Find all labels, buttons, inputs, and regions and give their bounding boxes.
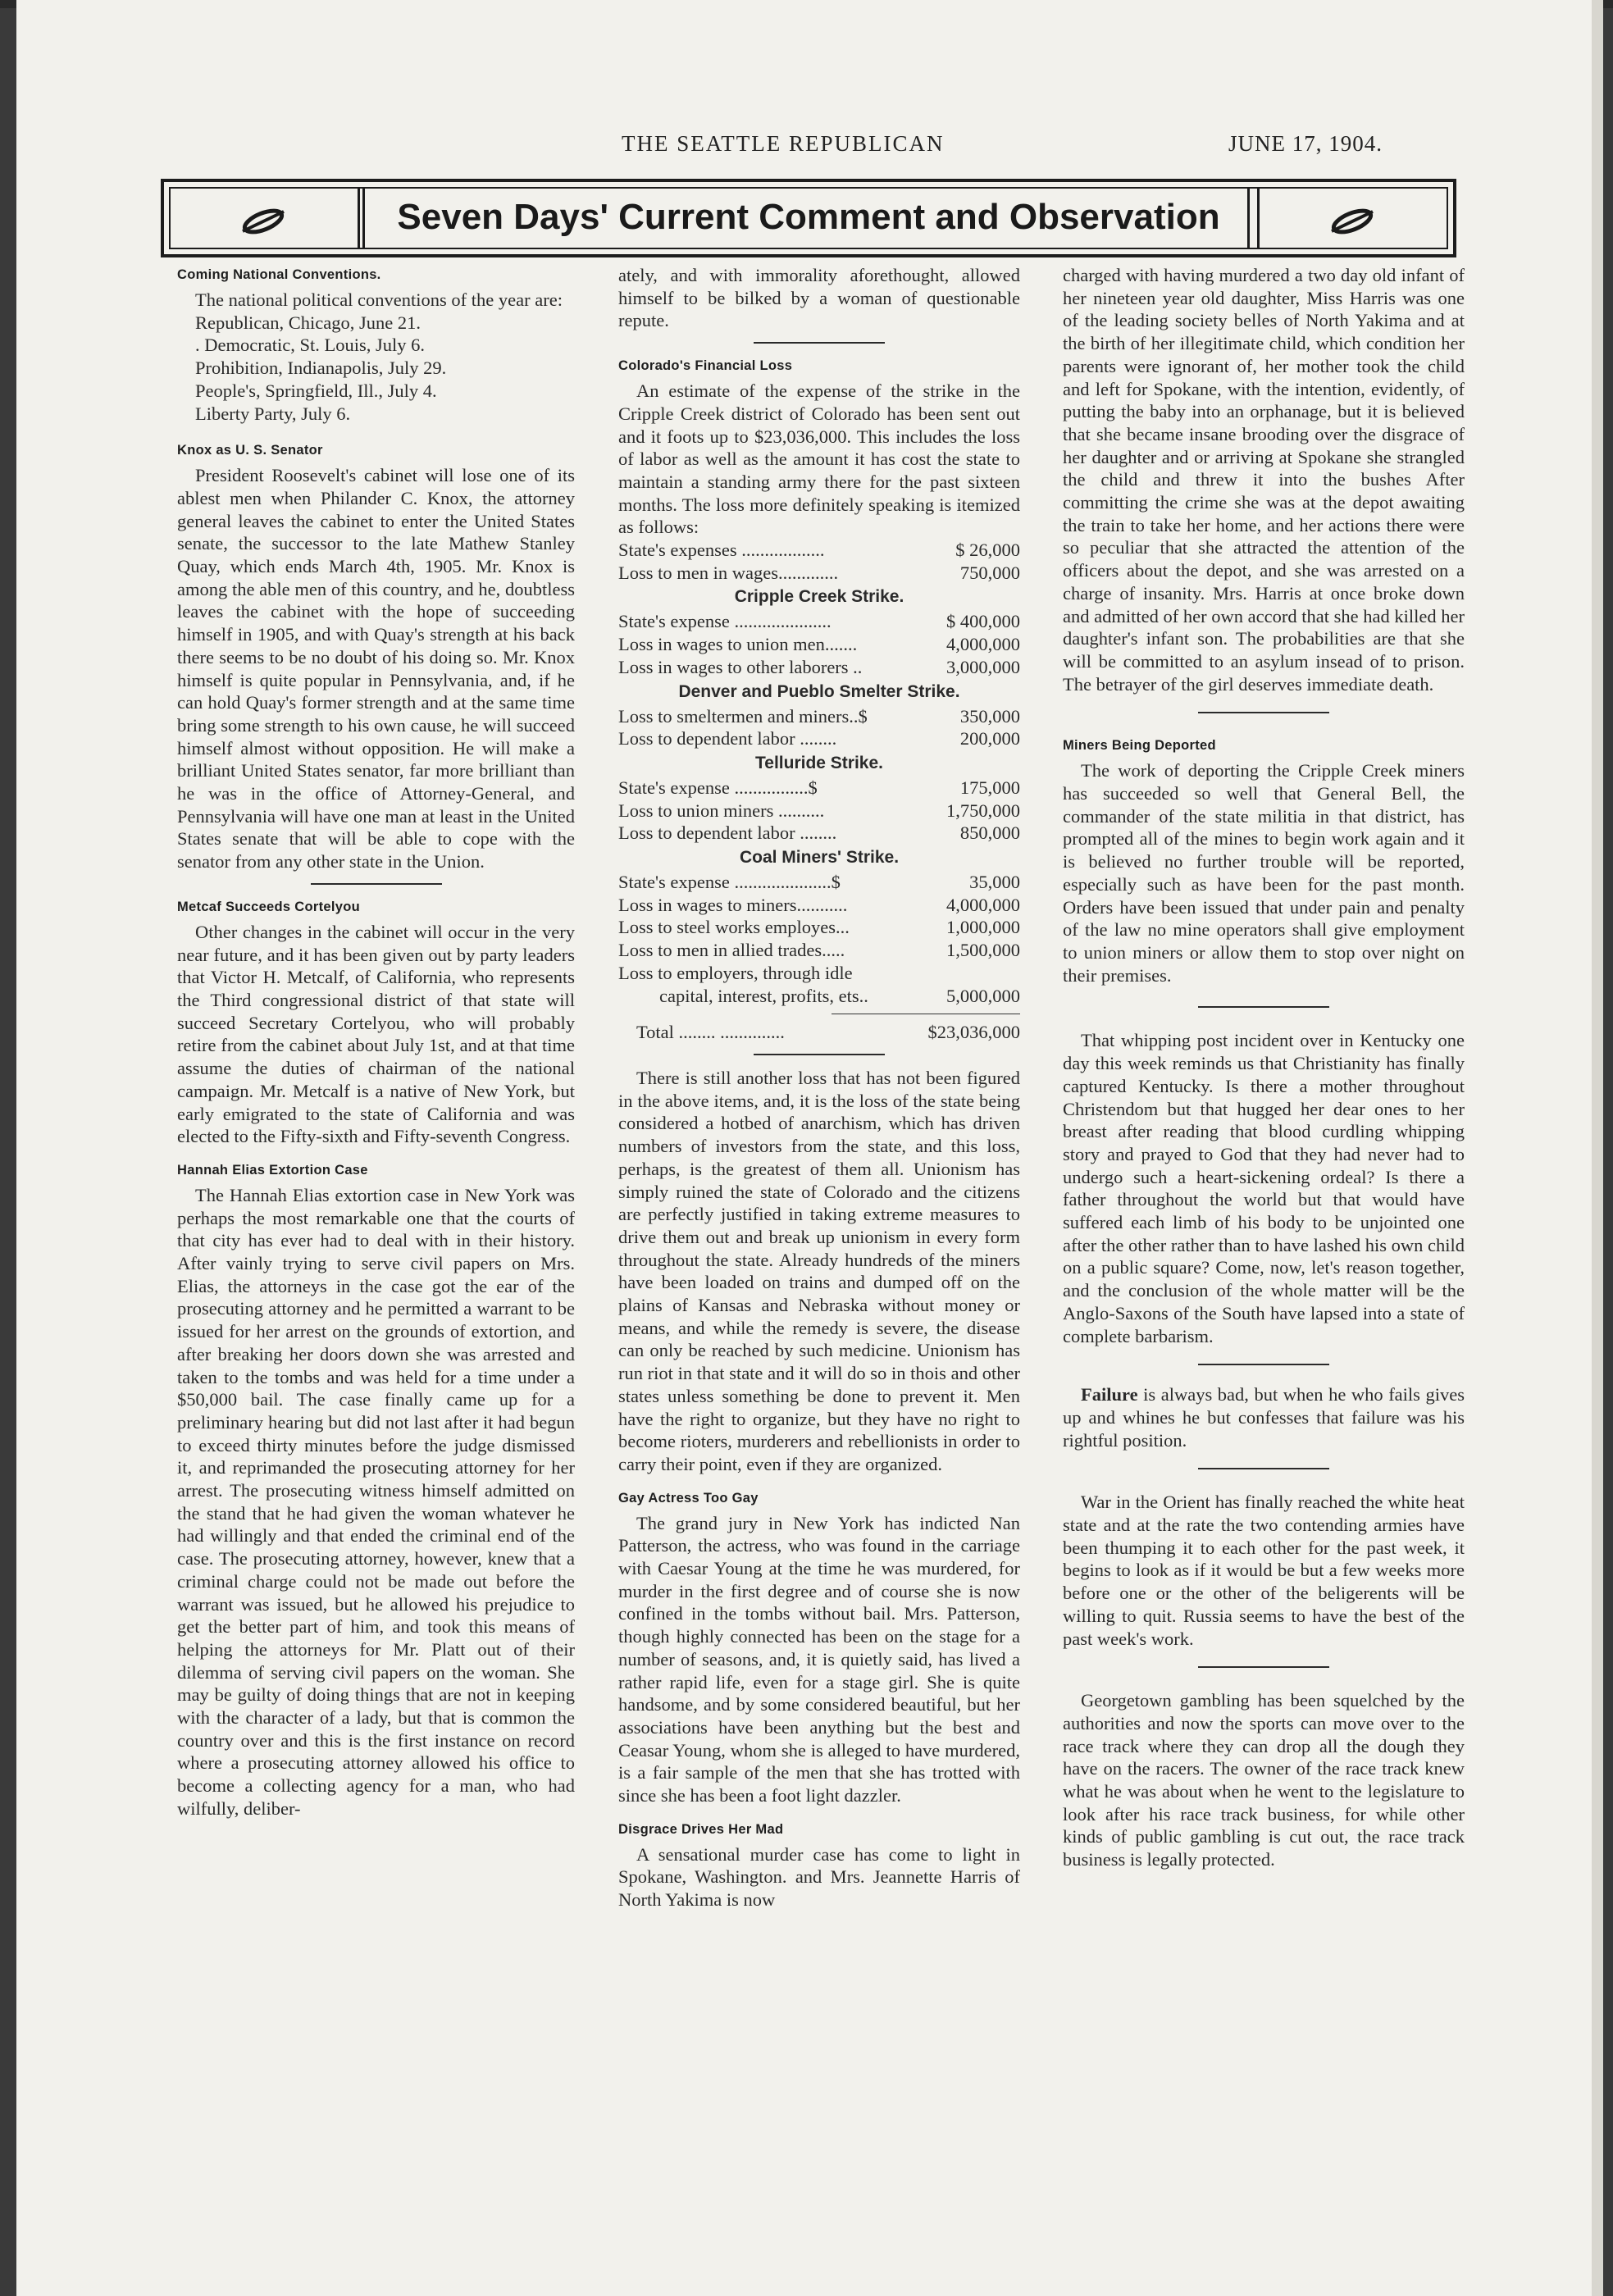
table-subheading: Cripple Creek Strike. (734, 587, 904, 607)
expense-row (618, 539, 1020, 562)
section-divider (754, 342, 885, 344)
column-3 (1063, 264, 1465, 1871)
expense-amount: 5,000,000 (946, 985, 1020, 1006)
article-paragraph: There is still another loss that has not been figured in the above items, and, it is the loss of the state being considered a hotbed of anarchism, which has driven numbers of investors from the state, and this loss, perhaps, is the greatest of them all. Unionism has simply ruined the state of Colorado and the citizens are perfectly justified in taking extreme measures to drive them out and break up unionism in every form throughout the state. Already hundreds of the miners have been loaded on trains and dumped off on the plains of Kansas and Nebraska without money or means, and while the remedy is severe, the disease can only be reached by such medicine. Unionism has run riot in that state and it will do so in thois and other states unless something be done to prevent it. Men have the right to organize, but they have no right to become rioters, murderers and rebellionists in order to carry their point, even if they are organized. (618, 1067, 1020, 1474)
list-item: . Democratic, St. Louis, July 6. (195, 335, 425, 356)
expense-row (618, 727, 1020, 750)
issue-date: JUNE 17, 1904. (1228, 131, 1383, 156)
banner-right-divider (1247, 189, 1255, 248)
expense-amount: 1,000,000 (946, 917, 1020, 938)
expense-amount: $ 26,000 (955, 540, 1020, 561)
expense-label: Loss in wages to other laborers .. (618, 656, 863, 677)
expense-amount: 4,000,000 (946, 634, 1020, 655)
expense-row (618, 610, 1020, 633)
conventions-list (177, 312, 575, 426)
expense-amount: 1,750,000 (946, 800, 1020, 821)
section-divider (1198, 1666, 1329, 1668)
expense-row (618, 916, 1020, 939)
section-divider (754, 1054, 885, 1055)
newspaper-page (16, 0, 1603, 2296)
article-paragraph: ately, and with immorality aforethought, allowed himself to be bilked by a woman of questionable repute. (618, 265, 1020, 331)
expense-amount: 35,000 (969, 872, 1020, 893)
expense-label: Loss to dependent labor ........ (618, 728, 837, 749)
article-paragraph: Other changes in the cabinet will occur in the very near future, and it has been given out by party leaders that Victor H. Metcalf, of California, who represents the Third congressional district of that state will succeed Secretary Cortelyou, who will probably retire from the cabinet about July 1st, and at that time assume the duties of chairman of the national campaign. Mr. Metcalf is a native of New York, but early emigrated to the state of California and was elected to the Fifty-sixth and Fifty-seventh Congress. (177, 921, 575, 1147)
expense-label: Loss to employers, through idle (618, 962, 853, 983)
expense-row (618, 985, 1020, 1008)
list-item: People's, Springfield, Ill., July 4. (195, 380, 437, 401)
expense-row (618, 871, 1020, 894)
article-paragraph: War in the Orient has finally reached the white heat state and at the rate the two contending armies have been thumping it to each other for the past week, it begins to look as if it would be but a few weeks more before one or the other of the beligerents will be willing to quit. Russia seems to have the best of the past week's work. (1063, 1492, 1465, 1649)
article-heading: Gay Actress Too Gay (618, 1490, 759, 1506)
section-divider (1198, 1006, 1329, 1008)
expense-amount: 850,000 (959, 822, 1020, 844)
table-subheading: Denver and Pueblo Smelter Strike. (678, 681, 960, 701)
article-paragraph: That whipping post incident over in Kentucky one day this week reminds us that Christianity has finally captured Kentucky. Is there a mother throughout Christendom but that hugged her dear ones to her breast after reading that blood curdling whipping story and prayed to God that they had never had to undergo such a heart-sickening ordeal? Is there a father throughout the world but that would have suffered each limb of his body to be unjointed one after the other rather than to have lashed his own child on a public square? Come, now, let's reason together, and the conclusion of the whole matter will be the Anglo-Saxons of the South have lapsed into a state of complete barbarism. (1063, 1030, 1465, 1346)
leaf-ornament-icon (235, 205, 292, 238)
expense-label: Loss to union miners .......... (618, 800, 825, 821)
expense-row (618, 800, 1020, 822)
column-2 (618, 264, 1020, 1911)
total-label: Total ........ .............. (636, 1022, 785, 1043)
banner-inner-frame (169, 187, 1448, 249)
leaf-ornament-icon (1324, 205, 1381, 238)
article-heading: Hannah Elias Extortion Case (177, 1162, 368, 1178)
article-paragraph: The grand jury in New York has indicted Nan Patterson, the actress, who was found in the carriage with Caesar Young at the time he was murdered, for murder in the first degree and of course she is now confined in the tombs without bail. Mrs. Patterson, though highly connected has been on the stage for a number of seasons, and, it is quietly said, has lived a rather rapid life, even for a stage girl. She is quite handsome, and by some considered beautiful, but her associations have been anything but the best and Ceasar Young, whom she is alleged to have murdered, is a fair sample of the men that she has trotted with since she has been a foot light dazzler. (618, 1512, 1020, 1806)
expense-label: State's expense ................$ (618, 777, 818, 798)
expense-label: Loss in wages to union men....... (618, 634, 858, 655)
expense-label: Loss to steel works employes... (618, 917, 850, 938)
article-heading: Knox as U. S. Senator (177, 443, 323, 458)
article-paragraph: An estimate of the expense of the strike in the Cripple Creek district of Colorado has been sent out and it foots up to $23,036,000. This includes the loss of labor as well as the amount it has cost the state to maintain a standing army there for the past sixteen months. The loss more definitely speaking is itemized as follows: (618, 380, 1020, 538)
section-title: Seven Days' Current Comment and Observation (397, 197, 1220, 237)
section-banner (161, 179, 1456, 257)
table-subheading: Telluride Strike. (755, 753, 883, 772)
banner-right-panel (1257, 189, 1447, 248)
article-heading: Colorado's Financial Loss (618, 358, 793, 374)
expense-amount: 750,000 (959, 562, 1020, 583)
banner-left-divider (362, 189, 370, 248)
masthead (16, 131, 1603, 164)
article-heading: Miners Being Deported (1063, 738, 1216, 754)
expense-label: Loss to men in allied trades..... (618, 940, 845, 961)
table-subheading: Coal Miners' Strike. (739, 848, 900, 868)
banner-left-panel (171, 189, 360, 248)
expense-row (618, 777, 1020, 800)
expense-label: capital, interest, profits, ets.. (659, 985, 868, 1006)
article-paragraph: The national political conventions of the year are: (195, 289, 563, 310)
article-paragraph: President Roosevelt's cabinet will lose one of its ablest men when Philander C. Knox, the attorney general leaves the cabinet to enter the United States senate, the successor to the late Mathew Stanley Quay, which ends March 4th, 1905. Mr. Knox is among the able men of this country, and he, doubtless leaves the cabinet with the hope of succeeding himself in 1905, and with Quay's strength at his back there seems to be no doubt of his doing so. Mr. Knox himself is quite popular in Pennsylvania, and, if he can hold Quay's former strength and at the same time bring some strength to his own cause, he will succeed himself almost without opposition. He will make a brilliant United States senator, far more brilliant than he was in the office of Attorney-General, and Pennsylvania will have one man at least in the United States senate that will be able to cope with the senator from any other state in the Union. (177, 465, 575, 872)
total-row (618, 1021, 1020, 1044)
section-divider (1198, 1468, 1329, 1469)
total-amount: $23,036,000 (927, 1022, 1020, 1043)
expense-amount: 350,000 (959, 705, 1020, 727)
expense-label: State's expense ..................... (618, 611, 832, 632)
list-item: Prohibition, Indianapolis, July 29. (195, 358, 447, 379)
expense-label: Loss to dependent labor ........ (618, 822, 837, 844)
expense-amount: 4,000,000 (946, 894, 1020, 915)
expense-amount: 200,000 (959, 728, 1020, 749)
expense-label: State's expenses .................. (618, 540, 825, 561)
expense-amount: 175,000 (959, 777, 1020, 798)
article-paragraph: The work of deporting the Cripple Creek miners has succeeded so well that General Bell, the commander of the state militia in that district, has prompted all of the mines to begin work again and it is believed no further trouble will be reported, especially such as have been for the past month. Orders have been issued that under pain and penalty of the law no mine operators shall give employment to union miners or allow them to stop over night on their premises. (1063, 760, 1465, 986)
newspaper-name: THE SEATTLE REPUBLICAN (622, 131, 945, 156)
expense-label: Loss to men in wages............. (618, 562, 839, 583)
article-paragraph: charged with having murdered a two day old infant of her nineteen year old daughter, Miss Harris was one of the leading society belles of North Yakima and at the birth of her illegitimate child, which condition her parents were ignorant of, her mother took the child and left for Spokane, with the intention, evidently, of putting the baby into an orphanage, but it is believed that she became insane brooding over the disgrace of her daughter and or arriving at Spokane she strangled the child and threw it into the bushes After committing the crime she was at the depot awaiting the train to take her home, and her actions there were so peculiar that she attracted the attention of the officers about the depot, and she was arrested on a charge of insanity. Mrs. Harris at once broke down and admitted of her own accord that she had killed her daughter's infant son. The probabilities are that she will be committed to an asylum insead of to prison. The betrayer of the girl deserves immediate death. (1063, 265, 1465, 695)
article-paragraph: Georgetown gambling has been squelched by the authorities and now the sports can move over to the race track where they can drop all the dough they have on the racers. The owner of the race track knew what he was about when he went to the legislature to look after his race track business, for while other kinds of public gambling is cut out, the race track business is legally protected. (1063, 1690, 1465, 1870)
article-paragraph (1063, 1383, 1465, 1451)
section-divider (311, 883, 442, 885)
column-1 (177, 264, 575, 1820)
expense-label: Loss to smeltermen and miners..$ (618, 705, 868, 727)
expense-row (618, 894, 1020, 917)
paragraph-text: is always bad, but when he who fails gives up and whines he but confesses that failure was his rightful position. (1063, 1384, 1465, 1451)
section-divider (1198, 1364, 1329, 1365)
expense-label: State's expense .....................$ (618, 872, 841, 893)
article-heading: Disgrace Drives Her Mad (618, 1821, 784, 1837)
expense-row (618, 633, 1020, 656)
expense-row (618, 822, 1020, 845)
article-paragraph: The Hannah Elias extortion case in New York was perhaps the most remarkable one that the courts of that city has ever had to deal with in their history. After vainly trying to serve civil papers on Mrs. Elias, the attorneys in the case got the ear of the prosecuting attorney and he permitted a warrant to be issued for her arrest on the grounds of extortion, and after breaking her doors down she was arrested and taken to the tombs and was held for a time under a $50,000 bail. The case finally came up for a preliminary hearing but did not last after it had begun to exceed thirty minutes before the judge dismissed it, and reprimanded the prosecuting attorney for her arrest. The prosecuting witness himself admitted on the stand that he had given the woman whatever he had willingly and that ended the criminal end of the case. The prosecuting attorney, however, knew that a criminal charge could not be made out before the warrant was issued, but he allowed his prejudice to get the better part of him, and took this means of helping the attorneys for Mr. Platt out of their dilemma of serving civil papers on the woman. She may be guilty of doing things that are not in keeping with the character of a lady, but that is common the country over and this is the first instance on record where a prosecuting attorney allowed his office to become a collecting agency for a man, who had wilfully, deliber- (177, 1184, 575, 1819)
article-heading: Coming National Conventions. (177, 267, 381, 282)
page-right-edge (1592, 0, 1603, 2296)
list-item: Republican, Chicago, June 21. (195, 312, 421, 333)
section-divider (1198, 712, 1329, 713)
article-paragraph: A sensational murder case has come to light in Spokane, Washington. and Mrs. Jeannette Harris of North Yakima is now (618, 1843, 1020, 1911)
lead-word: Failure (1081, 1384, 1138, 1405)
expense-amount: 1,500,000 (946, 940, 1020, 961)
expense-amount: 3,000,000 (946, 656, 1020, 677)
expense-row (618, 562, 1020, 585)
expense-row (618, 705, 1020, 728)
expense-row (618, 656, 1020, 679)
expense-amount: $ 400,000 (946, 611, 1020, 632)
article-heading: Metcaf Succeeds Cortelyou (177, 899, 360, 914)
expense-label: Loss in wages to miners........... (618, 894, 848, 915)
expense-row (618, 939, 1020, 962)
list-item: Liberty Party, July 6. (195, 403, 351, 424)
